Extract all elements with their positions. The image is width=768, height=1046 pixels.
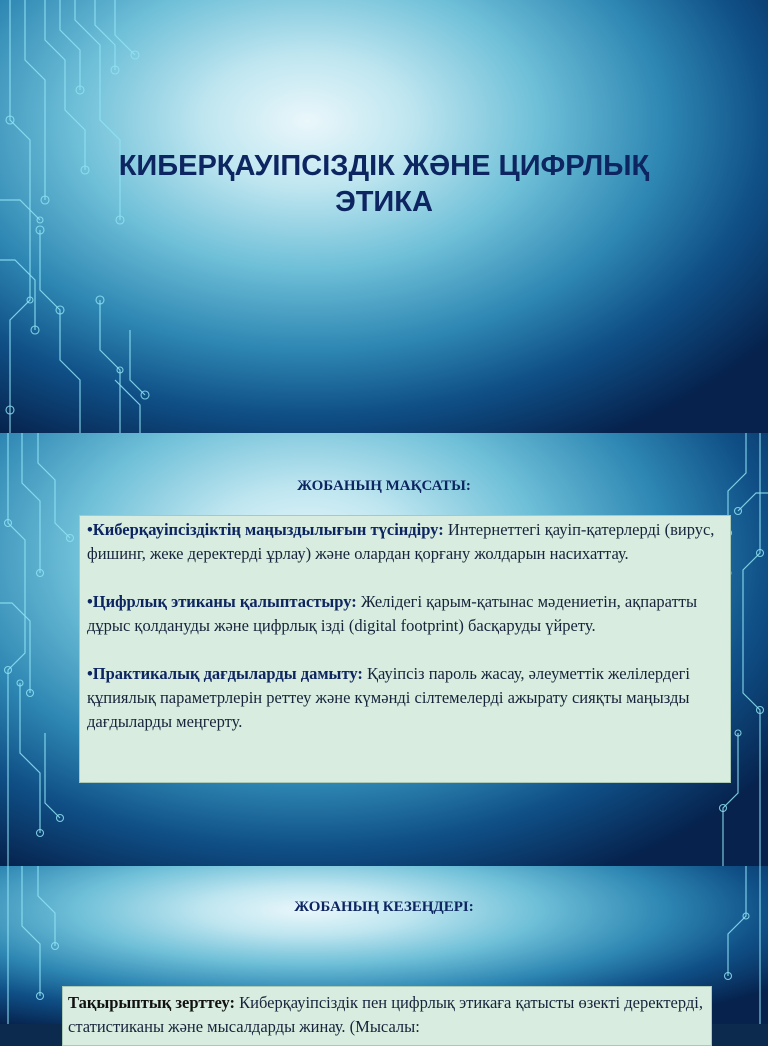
goal-item [87,590,724,638]
circuit-decoration-left-icon [0,433,80,866]
goal-item [87,518,724,566]
title-slide [0,0,768,433]
bullet-icon: • [87,520,93,539]
goal-item [87,662,724,734]
goal-label: Цифрлық этиканы қалыптастыру: [92,592,357,611]
stages-textbox [62,986,712,1046]
stages-heading: ЖОБАНЫҢ КЕЗЕҢДЕРІ: [294,899,474,915]
stages-slide [0,866,768,1036]
goals-textbox [79,515,731,783]
goals-heading: ЖОБАНЫҢ МАҚСАТЫ: [297,478,471,494]
presentation-title: КИБЕРҚАУІПСІЗДІК ЖӘНЕ ЦИФРЛЫҚ ЭТИКА [118,150,650,218]
goal-text: Желідегі қарым-қатынас мәдениетін, ақпаратты дұрыс қолдануды және цифрлық ізді (digital footprint) басқаруды үйрету. [87,592,698,635]
bullet-icon: • [87,592,93,611]
stage-text: Киберқауіпсіздік пен цифрлық этикаға қатысты өзекті деректерді, статистиканы және мысалдарды жинау. (Мысалы: [68,993,704,1036]
goal-text: Интернеттегі қауіп-қатерлерді (вирус, фишинг, жеке деректерді ұрлау) және олардан қорғану жолдарын насихаттау. [87,520,715,563]
stage-item [68,991,705,1039]
bullet-icon: • [87,664,93,683]
goal-label: Киберқауіпсіздіктің маңыздылығын түсіндіру: [92,520,444,539]
goal-label: Практикалық дағдыларды дамыту: [92,664,363,683]
goal-text: Қауіпсіз пароль жасау, әлеуметтік желілердегі құпиялық параметрлерін реттеу және күмәнді сілтемелерді ажырату сияқты маңызды дағдыларды меңгерту. [87,664,690,731]
goals-slide [0,433,768,866]
stage-label: Тақырыптық зерттеу: [68,993,235,1012]
